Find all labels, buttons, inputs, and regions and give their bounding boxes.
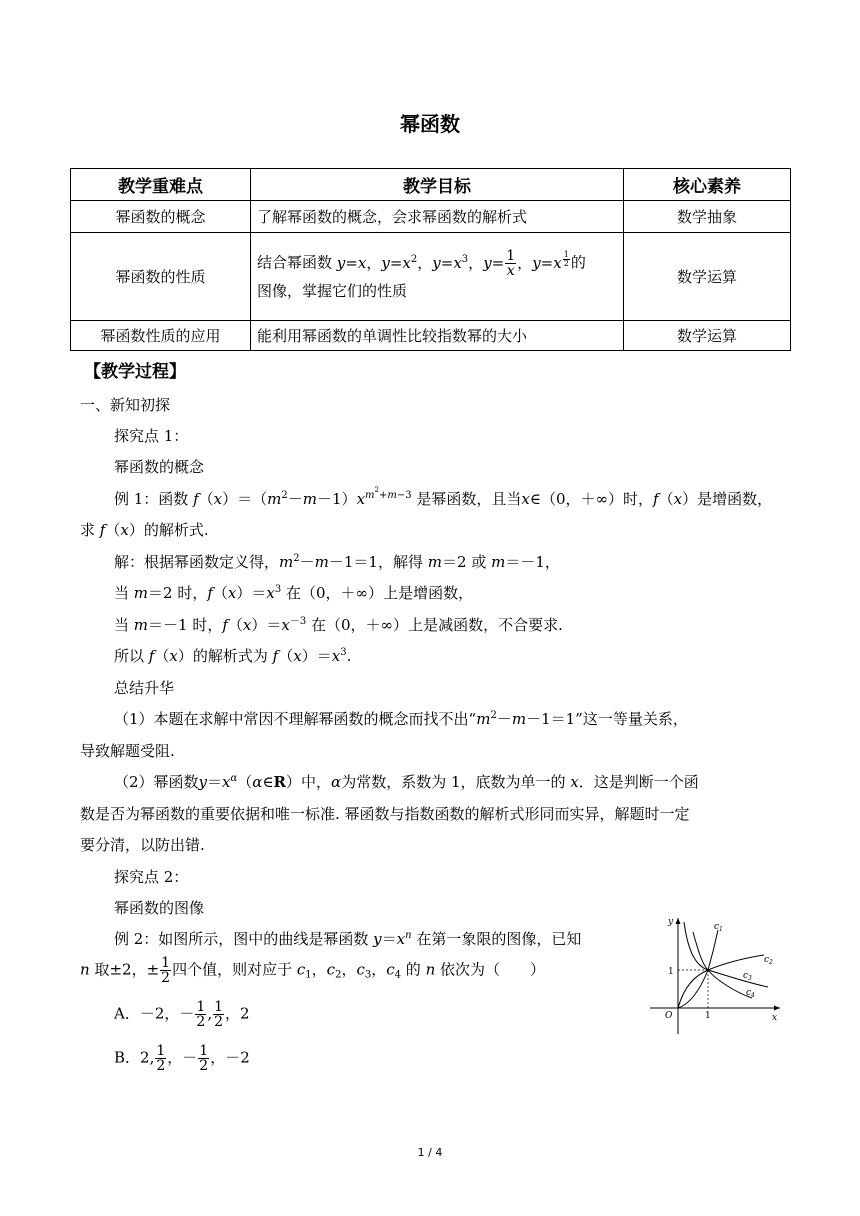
note-1: （1）本题在求解中常因不理解幂函数的概念而找不出“$m^2-m-1=1$”这一等量关系， bbox=[114, 710, 688, 728]
note-2-line2: 数是否为幂函数的重要依据和唯一标准. 幂函数与指数函数的解析式形同而实异，解题时一定 bbox=[80, 805, 690, 823]
header-cell: 教学重难点 bbox=[71, 169, 251, 201]
goal-text: 图像，掌握它们的性质 bbox=[257, 282, 408, 300]
goals-table bbox=[70, 168, 791, 351]
option-b: B．2, $\frac{1}{2}$ ，－ $\frac{1}{2}$ ，－2 bbox=[114, 1043, 250, 1074]
explore-label: 探究点 2： bbox=[114, 868, 189, 886]
text: 在第一象限的图像，已知 bbox=[416, 930, 582, 948]
solution-line: 解：根据幂函数定义得，$m^2-m-1=1$，解得 m＝2 或 m＝－1， bbox=[114, 553, 560, 571]
text: 是增函数， bbox=[697, 490, 773, 508]
explore-topic: 幂函数的概念 bbox=[114, 458, 205, 476]
text: （1）本题在求解中常因不理解幂函数的概念而找不出“ bbox=[114, 710, 477, 728]
solution-line: 所以 f（x）的解析式为 $f(x)=x^3$. bbox=[114, 647, 352, 665]
y-axis-arrow bbox=[676, 918, 681, 924]
text: ．这是判断一个函 bbox=[578, 773, 699, 791]
power-function-graph bbox=[640, 912, 790, 1040]
x-axis-arrow bbox=[774, 1006, 780, 1011]
explore-topic: 幂函数的图像 bbox=[114, 899, 205, 917]
goal-text: 的 bbox=[570, 253, 586, 272]
text: 上是减函数，不合要求. bbox=[408, 616, 563, 634]
text: ，解得 bbox=[377, 553, 423, 571]
table-row bbox=[71, 233, 791, 321]
page-number: 1 / 4 bbox=[417, 1146, 443, 1159]
origin-label: O bbox=[665, 1011, 673, 1021]
label-c1-text: c bbox=[714, 922, 720, 932]
option-a: A．－2，－ $\frac{1}{2}$ , $\frac{1}{2}$ ，2 bbox=[114, 999, 250, 1030]
text: 为常数，系数为 1，底数为单一的 bbox=[341, 773, 566, 791]
text: 当 bbox=[114, 616, 130, 634]
text: 取±2，± bbox=[94, 960, 160, 979]
process-heading: 【教学过程】 bbox=[84, 362, 186, 382]
text: 四个值，则对应于 bbox=[172, 960, 293, 979]
label-c4-text: c bbox=[746, 988, 752, 998]
table-header-row bbox=[71, 169, 791, 201]
text: 时， bbox=[623, 490, 654, 508]
table-cell: 幂函数的概念 bbox=[71, 201, 251, 233]
table-row bbox=[71, 321, 791, 351]
example-2-line2: n 取±2，± $\frac{1}{2}$ 四个值，则对应于 $c_1$，$c_2$，$c_3$，$c_4$ 的 n 依次为（ ） bbox=[80, 955, 546, 986]
example-1: 例 1：函数 $f(x)=(m^2-m-1)x^{m^2+m-3}$ 是幂函数，且当x∈（0，＋∞）时，f（x）是增函数， bbox=[114, 486, 773, 508]
text: 所以 bbox=[114, 647, 145, 665]
text: 的解析式为 bbox=[192, 647, 268, 665]
section-heading: 一、新知初探 bbox=[80, 396, 171, 414]
table-cell: 了解幂函数的概念，会求幂函数的解析式 bbox=[251, 201, 624, 233]
text: ”这一等量关系， bbox=[575, 710, 688, 728]
label-c2-text: c bbox=[764, 955, 770, 965]
text: 的解析式. bbox=[143, 521, 209, 539]
table-cell: 幂函数的性质 bbox=[71, 233, 251, 321]
text: 或 bbox=[471, 553, 487, 571]
summary-heading: 总结升华 bbox=[114, 679, 175, 697]
label-c3: $c_3$ bbox=[743, 971, 752, 982]
table-cell: 幂函数性质的应用 bbox=[71, 321, 251, 351]
x-axis-label: x bbox=[772, 1013, 778, 1023]
note-1-line2: 导致解题受阻. bbox=[80, 742, 175, 760]
table-cell bbox=[251, 233, 624, 321]
header-cell: 教学目标 bbox=[251, 169, 624, 201]
label-c4: $c_4$ bbox=[746, 988, 755, 999]
x-tick-1: 1 bbox=[705, 1011, 711, 1021]
table-row bbox=[71, 201, 791, 233]
text: 中， bbox=[301, 773, 332, 791]
text: 解：根据幂函数定义得， bbox=[114, 553, 280, 571]
header-cell: 核心素养 bbox=[624, 169, 791, 201]
example-2: 例 2：如图所示，图中的曲线是幂函数 $y=x^n$ 在第一象限的图像，已知 bbox=[114, 930, 582, 948]
table-cell: 数学运算 bbox=[624, 233, 791, 321]
y-axis-label: y bbox=[668, 917, 674, 927]
text: 例 1：函数 bbox=[114, 490, 189, 508]
example-1-line2: 求 f（x）的解析式. bbox=[80, 521, 209, 539]
table-cell: 数学抽象 bbox=[624, 201, 791, 233]
label-c1: $c_1$ bbox=[714, 922, 723, 933]
text: 当 bbox=[114, 584, 130, 602]
curve-c1 bbox=[678, 930, 718, 1008]
solution-line: 当 m＝－1 时，$f(x)=x^{-3}$ 在（0，＋∞）上是减函数，不合要求. bbox=[114, 616, 563, 634]
note-2-line3: 要分清，以防出错. bbox=[80, 836, 205, 854]
text: 上是增函数， bbox=[383, 584, 474, 602]
text: 是幂函数，且当 bbox=[416, 490, 522, 508]
formula-list: y=x，$y=x^2$，$y=x^3$，y= $\frac{1}{x}$ ，y=x $^{\frac{1}{2}}$ bbox=[336, 248, 569, 279]
text: 例 2：如图所示，图中的曲线是幂函数 bbox=[114, 930, 369, 948]
page-title: 幂函数 bbox=[400, 112, 460, 136]
text: 依次为（ ） bbox=[440, 960, 546, 979]
solution-line: 当 m＝2 时，$f(x)=x^3$ 在（0，＋∞）上是增函数， bbox=[114, 584, 474, 602]
explore-label: 探究点 1： bbox=[114, 427, 189, 445]
goal-text: 结合幂函数 bbox=[257, 253, 333, 272]
label-c2: $c_2$ bbox=[764, 955, 773, 966]
text: B． bbox=[114, 1048, 141, 1067]
table-cell: 能利用幂函数的单调性比较指数幂的大小 bbox=[251, 321, 624, 351]
text: A． bbox=[114, 1004, 140, 1023]
text: （2）幂函数 bbox=[114, 773, 199, 791]
y-tick-1: 1 bbox=[668, 967, 674, 977]
note-2: （2）幂函数$y=x^\alpha(\alpha\in R)$中，α为常数，系数为 1，底数为单一的 x．这是判断一个函 bbox=[114, 773, 699, 791]
label-c3-text: c bbox=[743, 971, 749, 981]
table-cell: 数学运算 bbox=[624, 321, 791, 351]
